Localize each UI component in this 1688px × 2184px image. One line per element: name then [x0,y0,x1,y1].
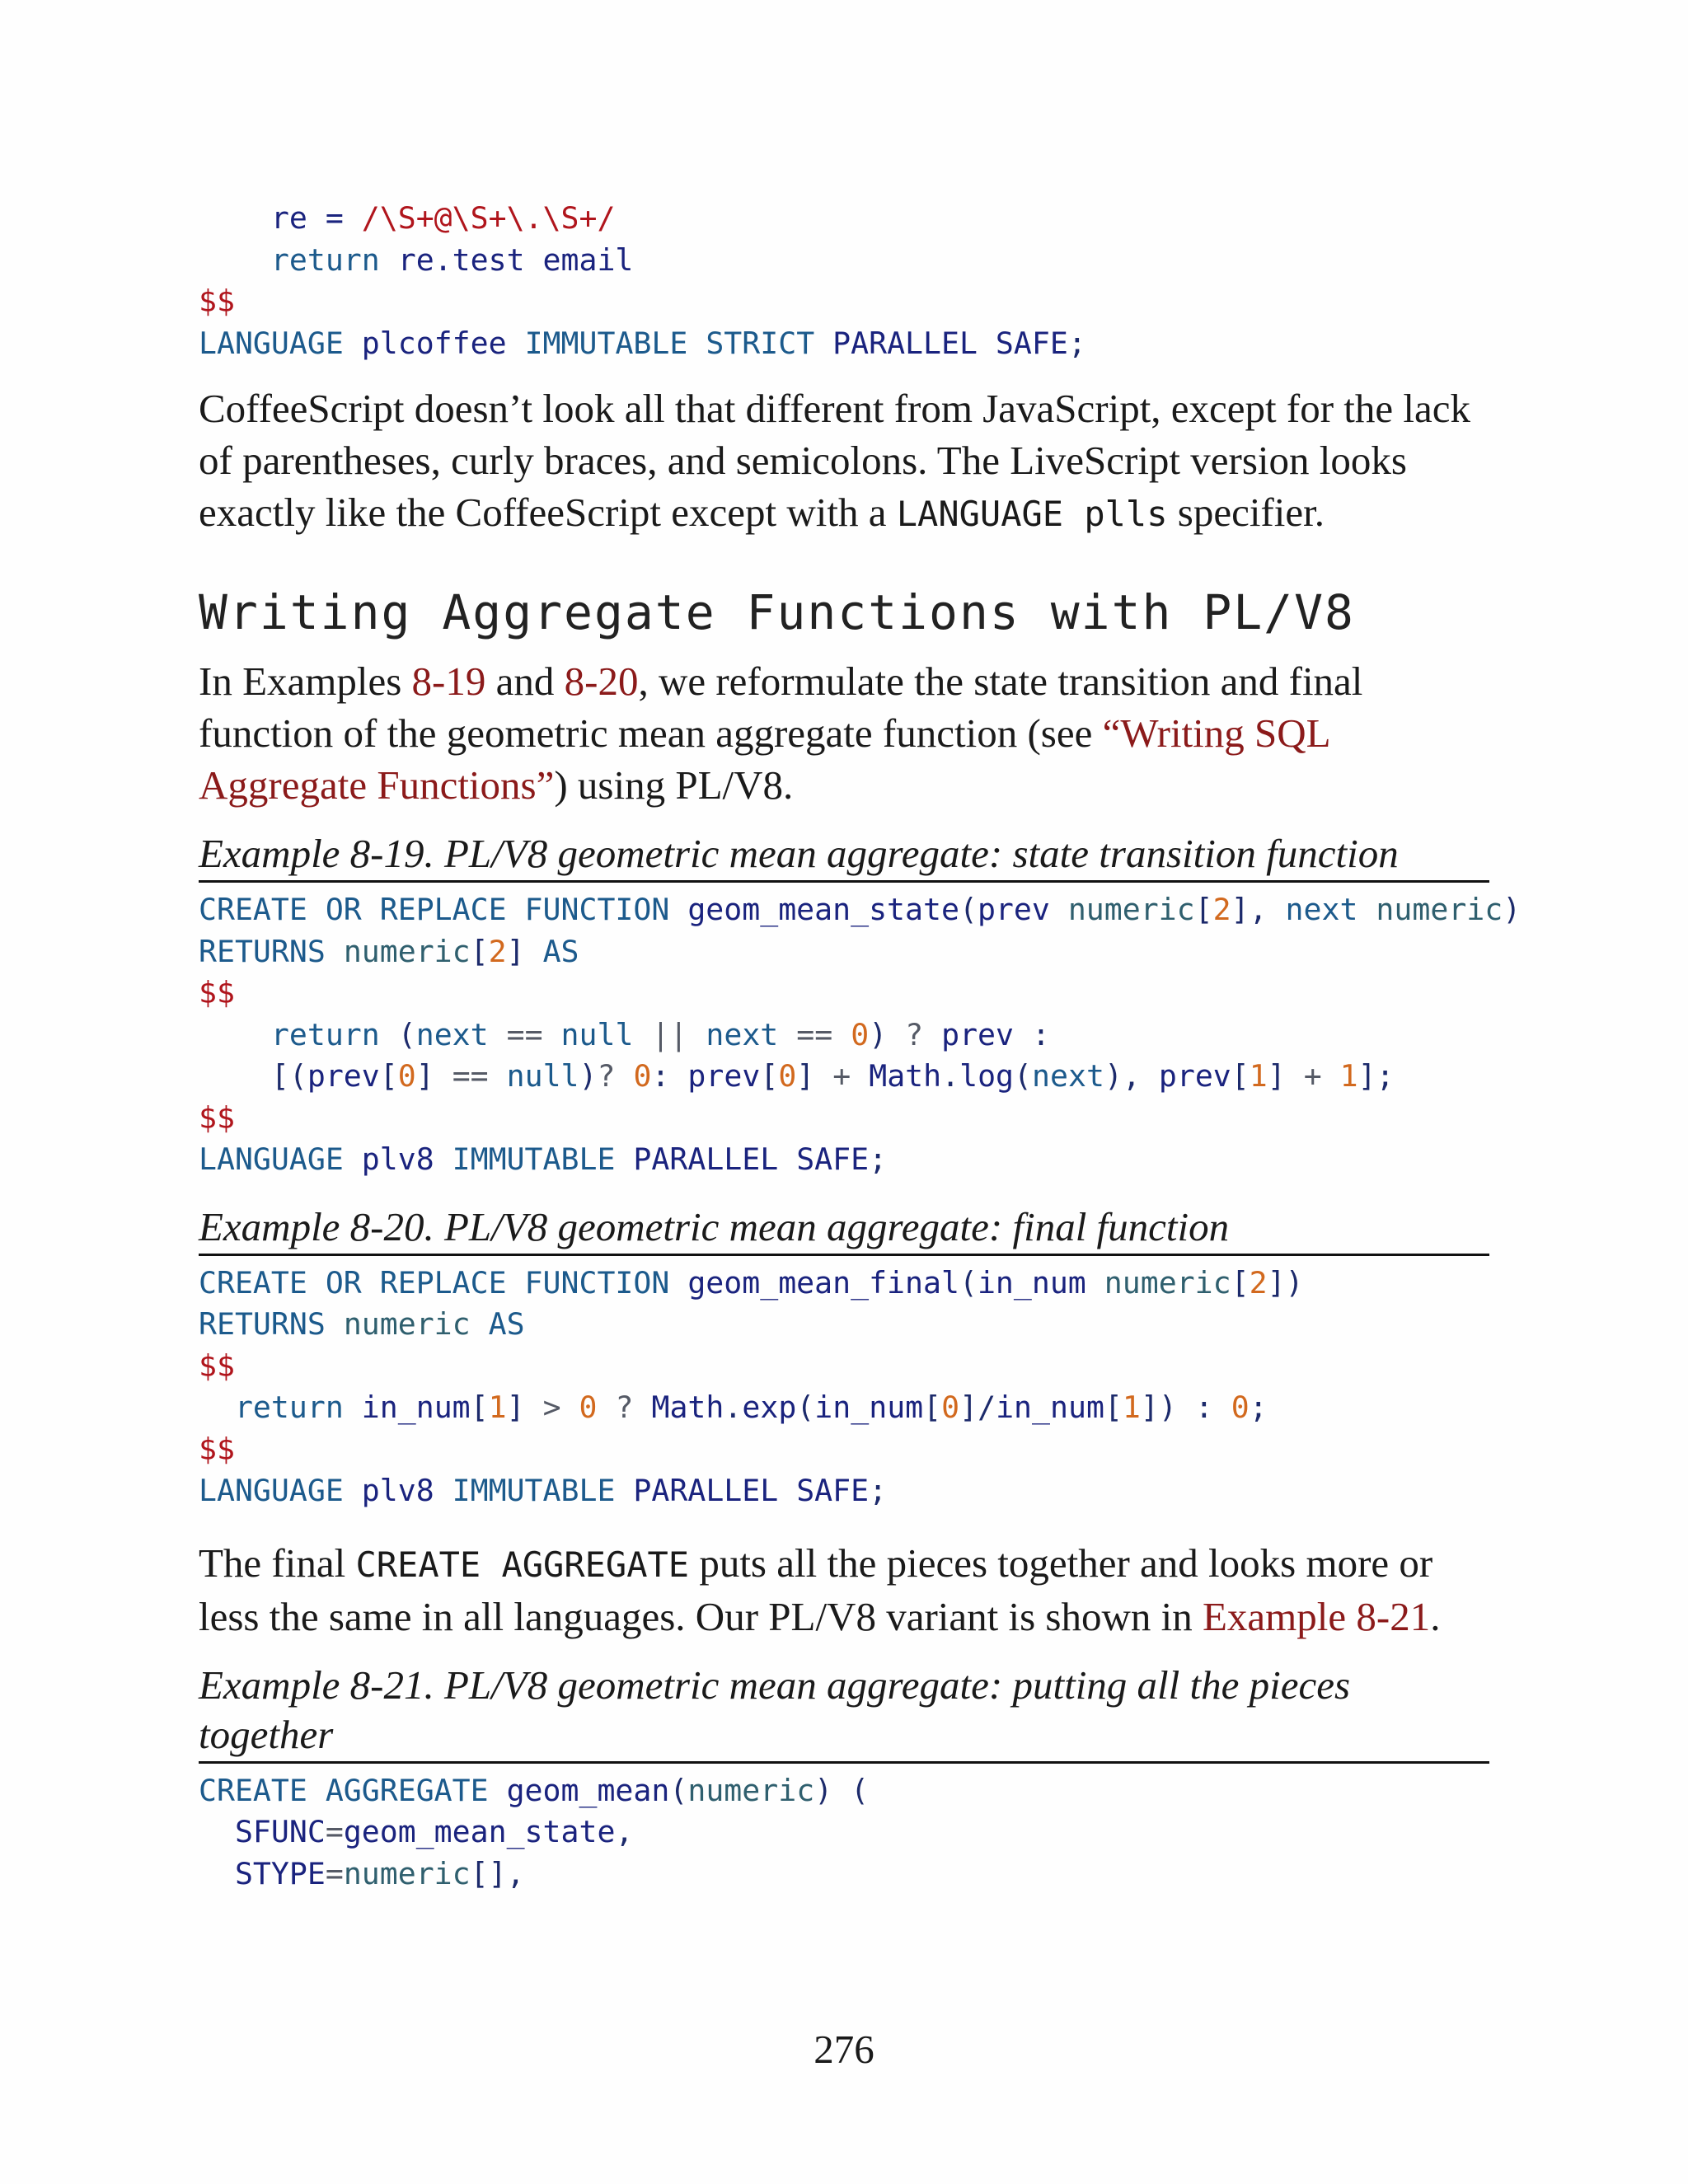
text: puts all the pieces together and looks more or less the same in all languages. Our PL/V8 variant is shown in [199,1540,1433,1639]
text: CoffeeScript doesn’t look all that different from JavaScript, except for the lack of parentheses, curly braces, and semicolons. The LiveScript version looks exactly like the CoffeeScript except with a [199,386,1471,535]
text: specifier. [1167,490,1325,535]
code-block-example-8-20: CREATE OR REPLACE FUNCTION geom_mean_final(in_num numeric[2]) RETURNS numeric AS $$ return in_num[1] > 0 ? Math.exp(in_num[0]/in_num[1]) : 0; $$ LANGUAGE plv8 IMMUTABLE PARALLEL SAFE; [199,1264,1304,1508]
page-content [199,198,1522,1895]
inline-code: LANGUAGE plls [896,494,1168,534]
text: The final [199,1540,356,1586]
link-writing-sql-aggregate-functions[interactable]: “Writing SQL Aggregate Functions” [199,710,1329,808]
example-8-20-caption: Example 8-20. PL/V8 geometric mean aggregate: final function [199,1202,1489,1256]
paragraph-create-aggregate [199,1537,1489,1643]
text: ) using PL/V8. [554,762,794,808]
code-text: re.test email [397,241,634,278]
link-example-8-21[interactable]: Example 8-21 [1203,1593,1431,1639]
text: . [1430,1593,1441,1639]
text: and [485,658,565,704]
code-block-example-8-19: CREATE OR REPLACE FUNCTION geom_mean_state(prev numeric[2], next numeric) RETURNS numeric[2] AS $$ return (next == null || next == 0) ? prev : [(prev[0] == null)? 0: prev[0] + Math.log(next), prev[1] + 1]; $$ LANGUAGE plv8 IMMUTABLE PARALLEL SAFE; [199,892,1522,1177]
code-keyword: LANGUAGE [199,325,362,361]
code-block-example-8-21: CREATE AGGREGATE geom_mean(numeric) ( SFUNC=geom_mean_state, STYPE=numeric[], [199,1772,870,1891]
link-example-8-20[interactable]: 8-20 [564,658,639,704]
section-heading: Writing Aggregate Functions with PL/V8 [199,584,1355,640]
page-number: 276 [814,2027,874,2072]
text: , we reformulate the state transition and final function of the geometric mean aggregate function (see [199,658,1363,756]
code-keyword: IMMUTABLE STRICT [506,325,833,361]
code-text: ; [1067,325,1086,361]
paragraph-intro [199,655,1489,811]
example-8-19-caption: Example 8-19. PL/V8 geometric mean aggregate: state transition function [199,829,1489,883]
inline-code: CREATE AGGREGATE [355,1544,690,1585]
text: In Examples [199,658,412,704]
code-text: re = [199,200,362,236]
code-text: plcoffee [361,325,507,361]
code-regex: /\S+@\S+\.\S+/ [361,200,616,236]
code-keyword: return [199,241,398,278]
code-block-coffeescript [199,198,1489,364]
example-8-21-caption: Example 8-21. PL/V8 geometric mean aggregate: putting all the pieces together [199,1661,1489,1764]
code-dollar-quote: $$ [199,284,235,319]
link-example-8-19[interactable]: 8-19 [411,658,486,704]
code-text: PARALLEL SAFE [832,325,1068,361]
paragraph-coffeescript [199,382,1489,540]
